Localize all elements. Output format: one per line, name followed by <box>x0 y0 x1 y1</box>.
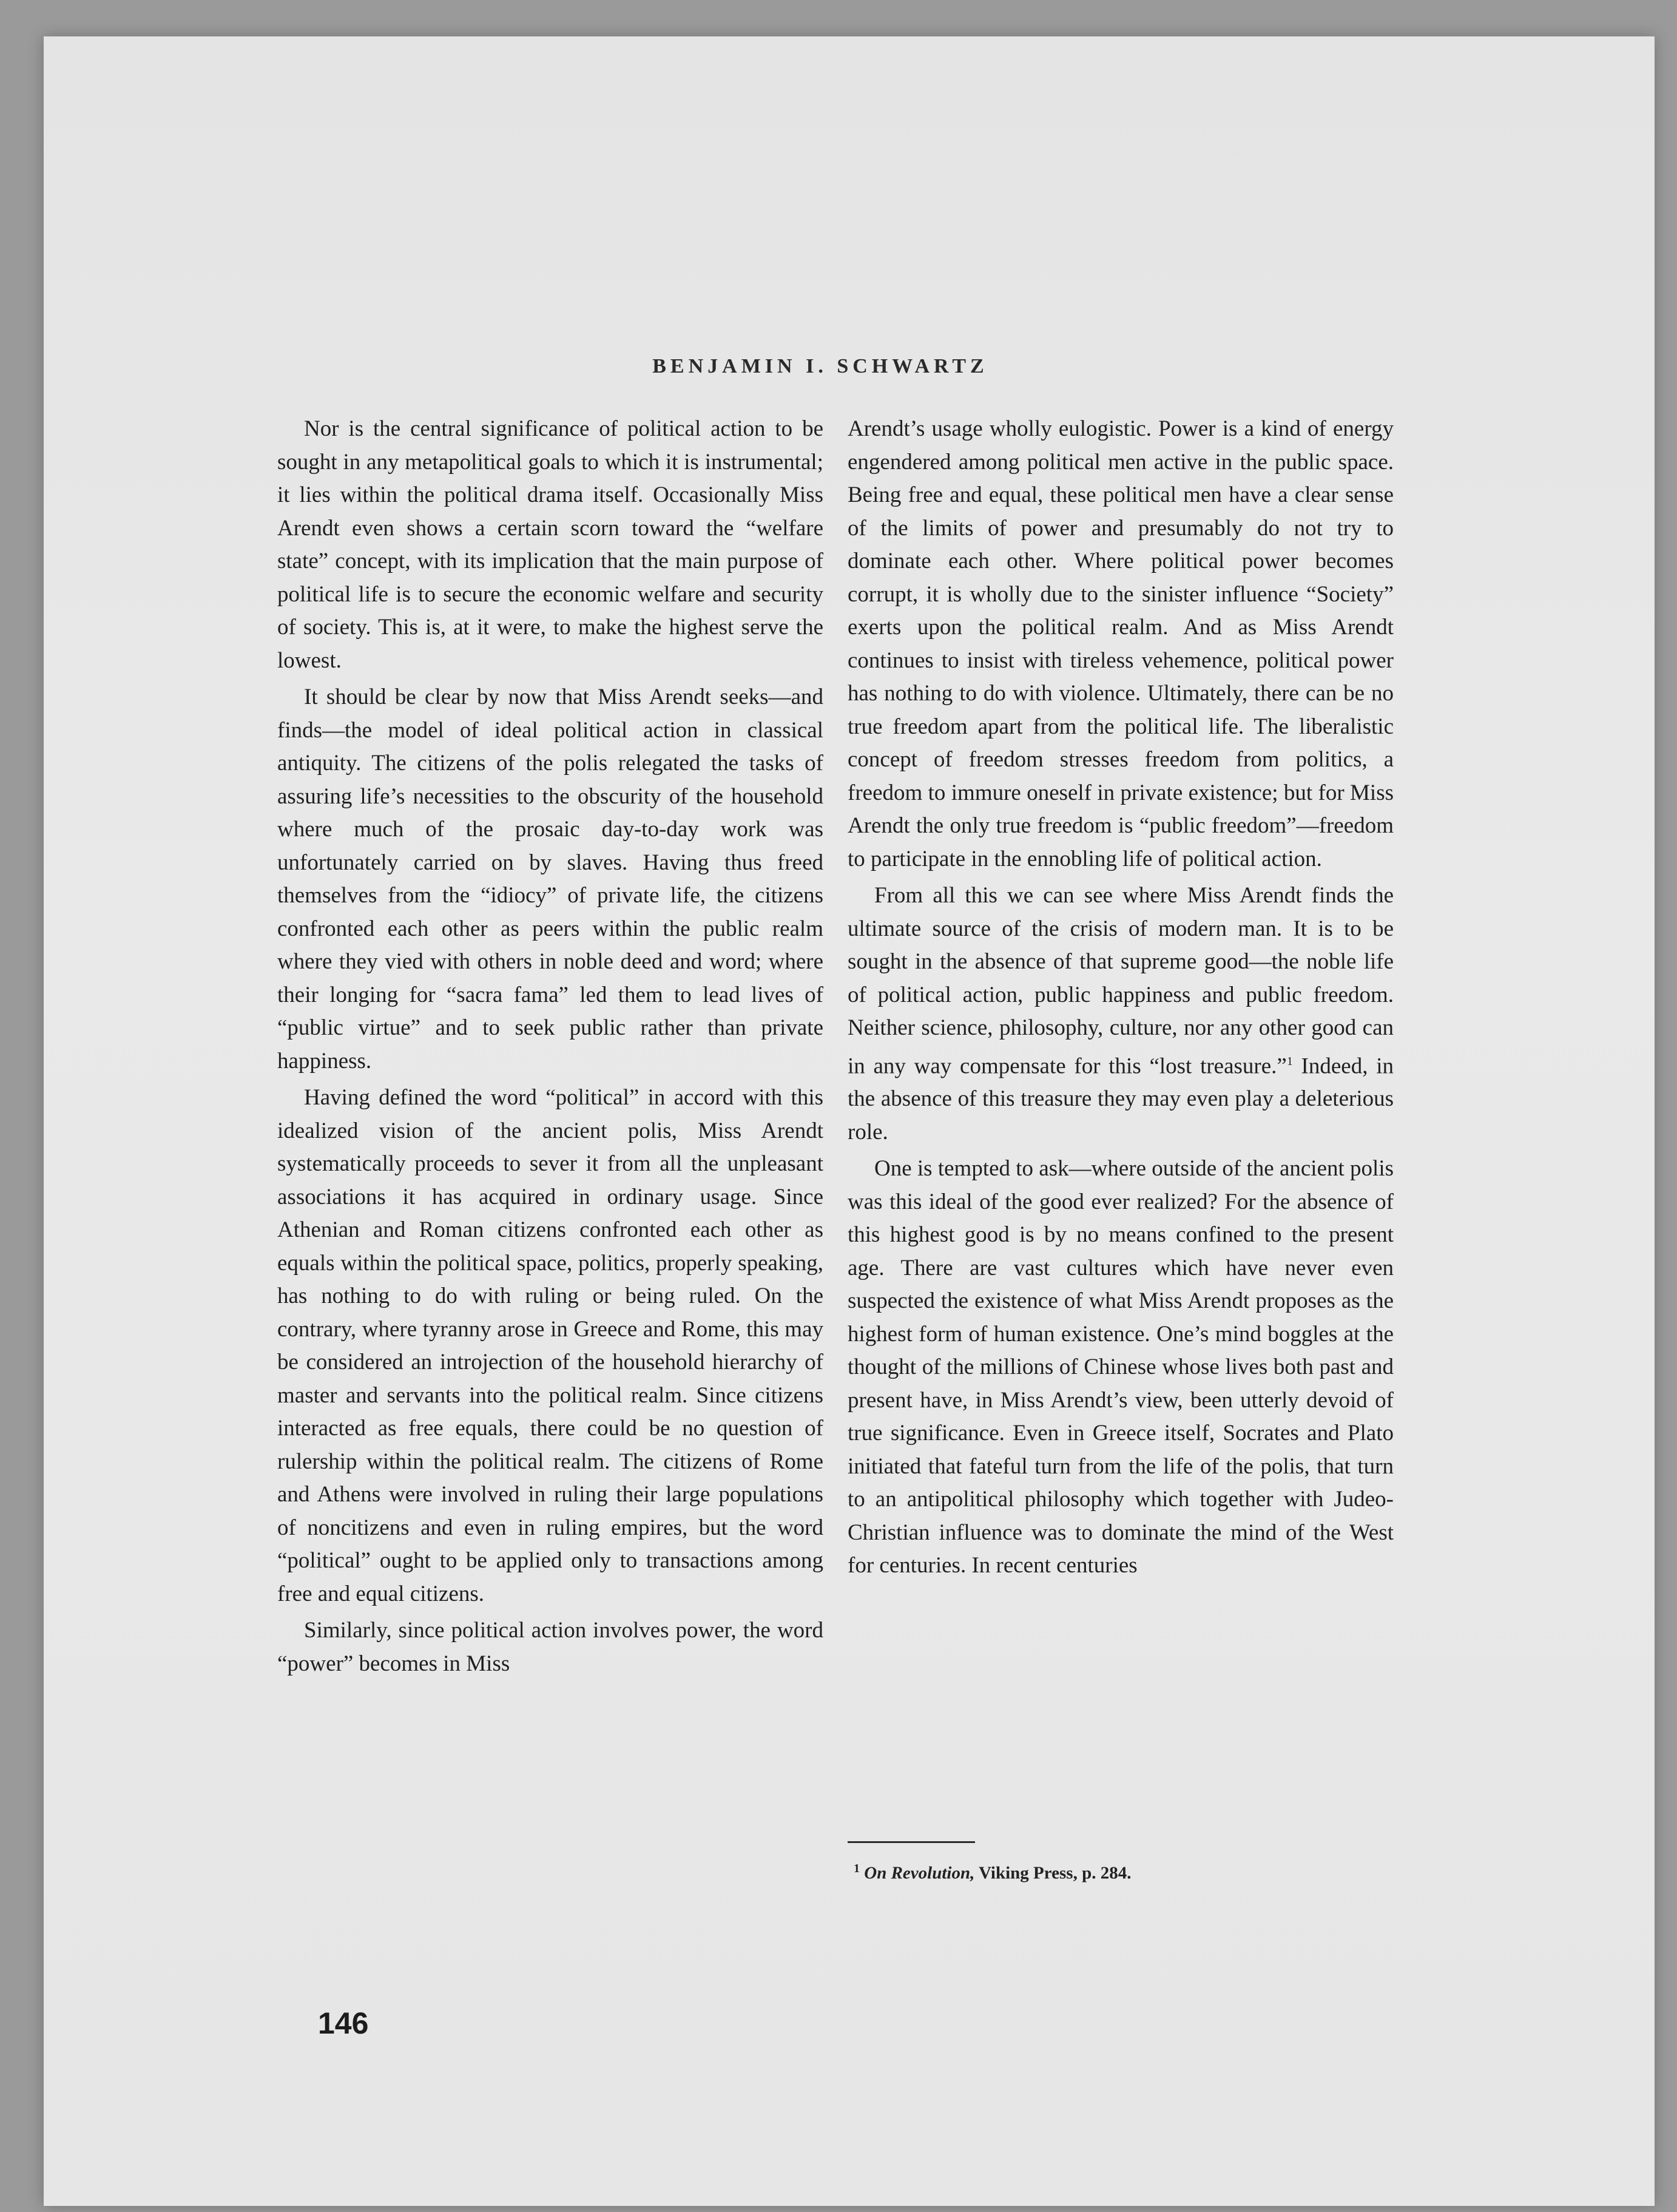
right-column <box>848 413 1394 1886</box>
paragraph: Arendt’s usage wholly eulogistic. Power is a kind of energy engendered among political men active in the public space. Being free and equal, these political men have a clear sense of the limits of power and presumably do not try to dominate each other. Where political power becomes corrupt, it is wholly due to the sinister influence “Society” exerts upon the political realm. And as Miss Arendt continues to insist with tireless vehemence, political power has nothing to do with violence. Ultimately, there can be no true freedom apart from the political life. The liberalistic concept of freedom stresses freedom from politics, a freedom to immure oneself in private existence; but for Miss Arendt the only true freedom is “public freedom”—freedom to participate in the ennobling life of political action. <box>848 416 1394 871</box>
paragraph: Having defined the word “political” in accord with this idealized vision of the ancient polis, Miss Arendt systematically proceeds to sever it from all the unpleasant associations it has acquired in ordinary usage. Since Athenian and Roman citizens confronted each other as equals within the political space, politics, properly speaking, has nothing to do with ruling or being ruled. On the contrary, where tyranny arose in Greece and Rome, this may be considered an introjection of the household hierarchy of master and servants into the political realm. Since citizens interacted as free equals, there could be no question of rulership within the political realm. The citizens of Rome and Athens were involved in ruling their large populations of noncitizens and even in ruling empires, but the word “political” ought to be applied only to transactions among free and equal citizens. <box>277 1085 823 1606</box>
left-column <box>277 413 823 1680</box>
paragraph-text: From all this we can see where Miss Arendt finds the ultimate source of the crisis of modern man. It is to be sought in the absence of that supreme good—the noble life of political action, public happiness and public freedom. Neither science, philosophy, culture, nor any other good can in any way compensate for this “lost treasure.” <box>848 883 1394 1078</box>
footnote <box>854 1856 1394 1886</box>
footnote-divider <box>848 1841 975 1843</box>
footnote-reference: 1 <box>1286 1054 1293 1068</box>
footnote-marker: 1 <box>854 1862 860 1875</box>
paragraph: One is tempted to ask—where outside of the ancient polis was this ideal of the good ever realized? For the absence of this highest good is by no means confined to the present age. There are vast cultures which have never even suspected the existence of what Miss Arendt proposes as the highest form of human existence. One’s mind boggles at the thought of the millions of Chinese whose lives both past and present have, in Miss Arendt’s view, been utterly devoid of true significance. Even in Greece itself, Socrates and Plato initiated that fateful turn from the life of the polis, that turn to an antipolitical philosophy which together with Judeo-Christian influence was to dominate the mind of the West for centuries. In recent centuries <box>848 1156 1394 1578</box>
footnote-text: Viking Press, p. 284. <box>974 1863 1132 1883</box>
right-column-body <box>848 413 1394 1833</box>
footnote-title: On Revolution, <box>864 1863 975 1883</box>
page-sheet <box>44 36 1655 2206</box>
page-number: 146 <box>318 2006 369 2040</box>
paragraph-text: Indeed, in the absence of this treasure they may even play a deleterious role. <box>848 1053 1394 1145</box>
paragraph: Similarly, since political action involves power, the word “power” becomes in Miss <box>277 1618 823 1676</box>
running-head: BENJAMIN I. SCHWARTZ <box>652 355 988 377</box>
paragraph: It should be clear by now that Miss Arendt seeks—and finds—the model of ideal political action in classical antiquity. The citizens of the polis relegated the tasks of assuring life’s necessities to the obscurity of the household where much of the prosaic day-to-day work was unfortunately carried on by slaves. Having thus freed themselves from the “idiocy” of private life, the citizens confronted each other as peers within the public realm where they vied with others in noble deed and word; where their longing for “sacra fama” led them to lead lives of “public virtue” and to seek public rather than private happiness. <box>277 685 823 1074</box>
paragraph <box>848 879 1394 1149</box>
paragraph: Nor is the central significance of political action to be sought in any metapolitical goals to which it is instrumental; it lies within the political drama itself. Occasionally Miss Arendt even shows a certain scorn toward the “welfare state” concept, with its implication that the main purpose of political life is to secure the economic welfare and security of society. This is, at it were, to make the highest serve the lowest. <box>277 416 823 673</box>
